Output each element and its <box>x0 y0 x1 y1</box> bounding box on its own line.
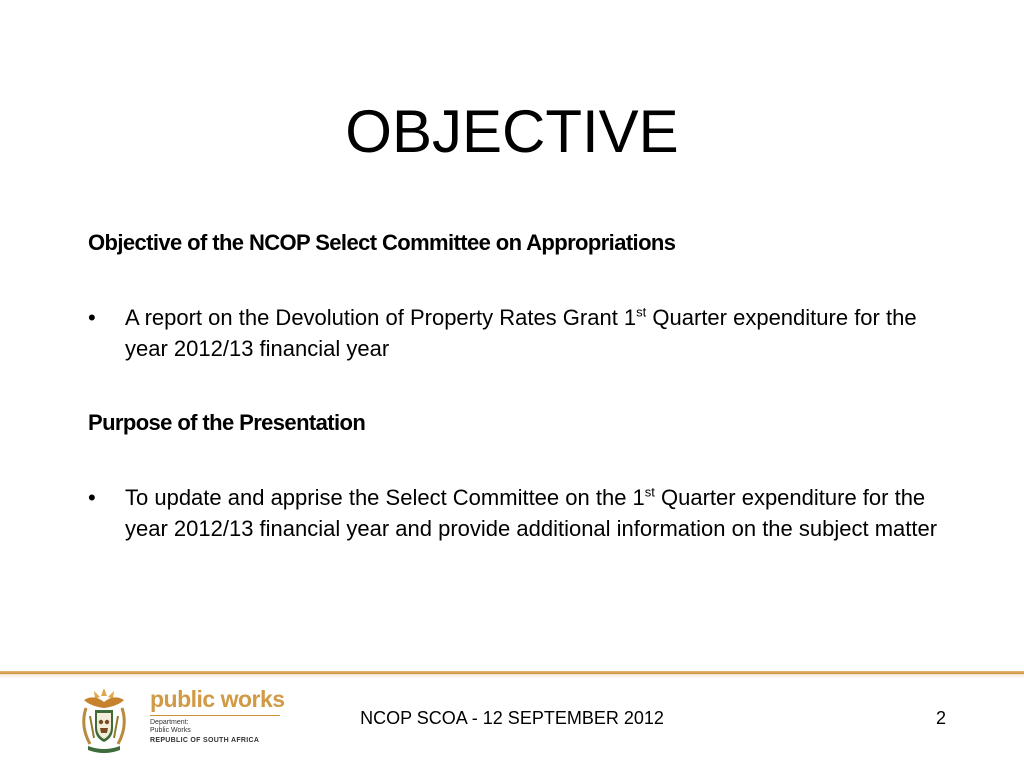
bullet-marker: • <box>88 485 96 510</box>
logo-rule <box>150 715 280 716</box>
ordinal-suffix: st <box>644 484 655 500</box>
slide-title: OBJECTIVE <box>345 98 679 165</box>
public-works-logo <box>76 686 286 754</box>
bullet-marker: • <box>88 305 96 330</box>
slide-content <box>88 228 948 544</box>
objective-bullet <box>88 302 948 364</box>
bullet-text-part: A report on the Devolution of Property Rates Grant 1 <box>125 305 637 330</box>
logo-department-label: Department: <box>150 719 189 726</box>
logo-department-name: Public Works <box>150 727 191 734</box>
coat-of-arms-icon <box>76 686 132 754</box>
ordinal-suffix: st <box>636 304 647 320</box>
logo-brand: public works <box>150 686 285 712</box>
purpose-bullet-text <box>125 482 948 544</box>
footer-divider-shadow <box>0 674 1024 678</box>
purpose-heading: Purpose of the Presentation <box>88 410 366 435</box>
bullet-text-part: To update and apprise the Select Committee on the 1 <box>125 485 645 510</box>
objective-heading: Objective of the NCOP Select Committee on Appropriations <box>88 230 676 255</box>
slide-number: 2 <box>935 708 946 728</box>
footer-event-date: NCOP SCOA - 12 SEPTEMBER 2012 <box>360 708 664 728</box>
bullet-text-part: Quarter expenditure for the year 2012/13 financial year <box>125 305 917 361</box>
purpose-bullet <box>88 482 948 544</box>
objective-bullet-text <box>125 302 948 364</box>
logo-country: REPUBLIC OF SOUTH AFRICA <box>150 737 260 744</box>
bullet-text-part: Quarter expenditure for the year 2012/13 financial year and provide additional information on the subject matter <box>125 485 938 541</box>
logo-wordmark <box>150 686 286 754</box>
